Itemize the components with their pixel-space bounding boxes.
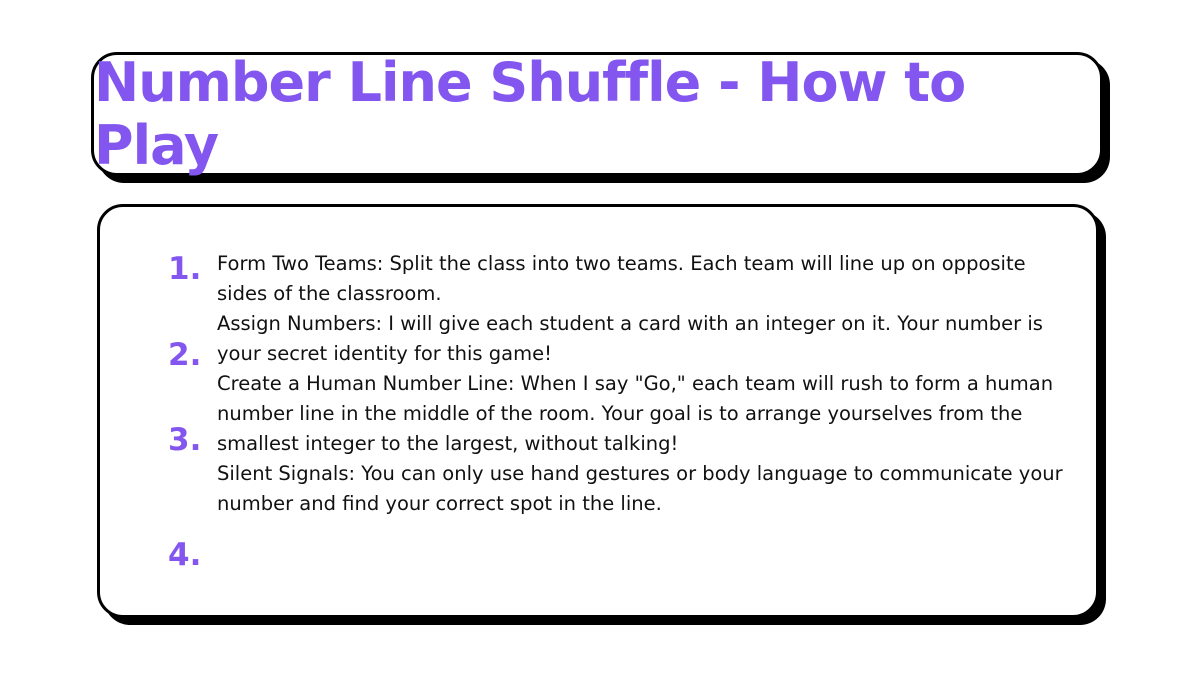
step-4: Silent Signals: You can only use hand gestures or body language to communicate your number and find your correct spot in the line. — [217, 462, 1063, 515]
step-2: Assign Numbers: I will give each student a card with an integer on it. Your number is your secret identity for this game! — [217, 312, 1043, 365]
steps-list — [217, 249, 1077, 519]
title-card — [91, 52, 1103, 176]
step-number-1: 1. — [168, 251, 202, 287]
step-number-3: 3. — [168, 422, 202, 458]
step-3: Create a Human Number Line: When I say "Go," each team will rush to form a human number line in the middle of the room. Your goal is to arrange yourselves from the smallest integer to the largest, without talking! — [217, 372, 1054, 455]
step-1: Form Two Teams: Split the class into two teams. Each team will line up on opposite sides of the classroom. — [217, 252, 1026, 305]
instructions-card — [97, 204, 1099, 618]
page-title: Number Line Shuffle - How to Play — [94, 51, 966, 177]
step-number-4: 4. — [168, 537, 202, 573]
step-number-2: 2. — [168, 337, 202, 373]
